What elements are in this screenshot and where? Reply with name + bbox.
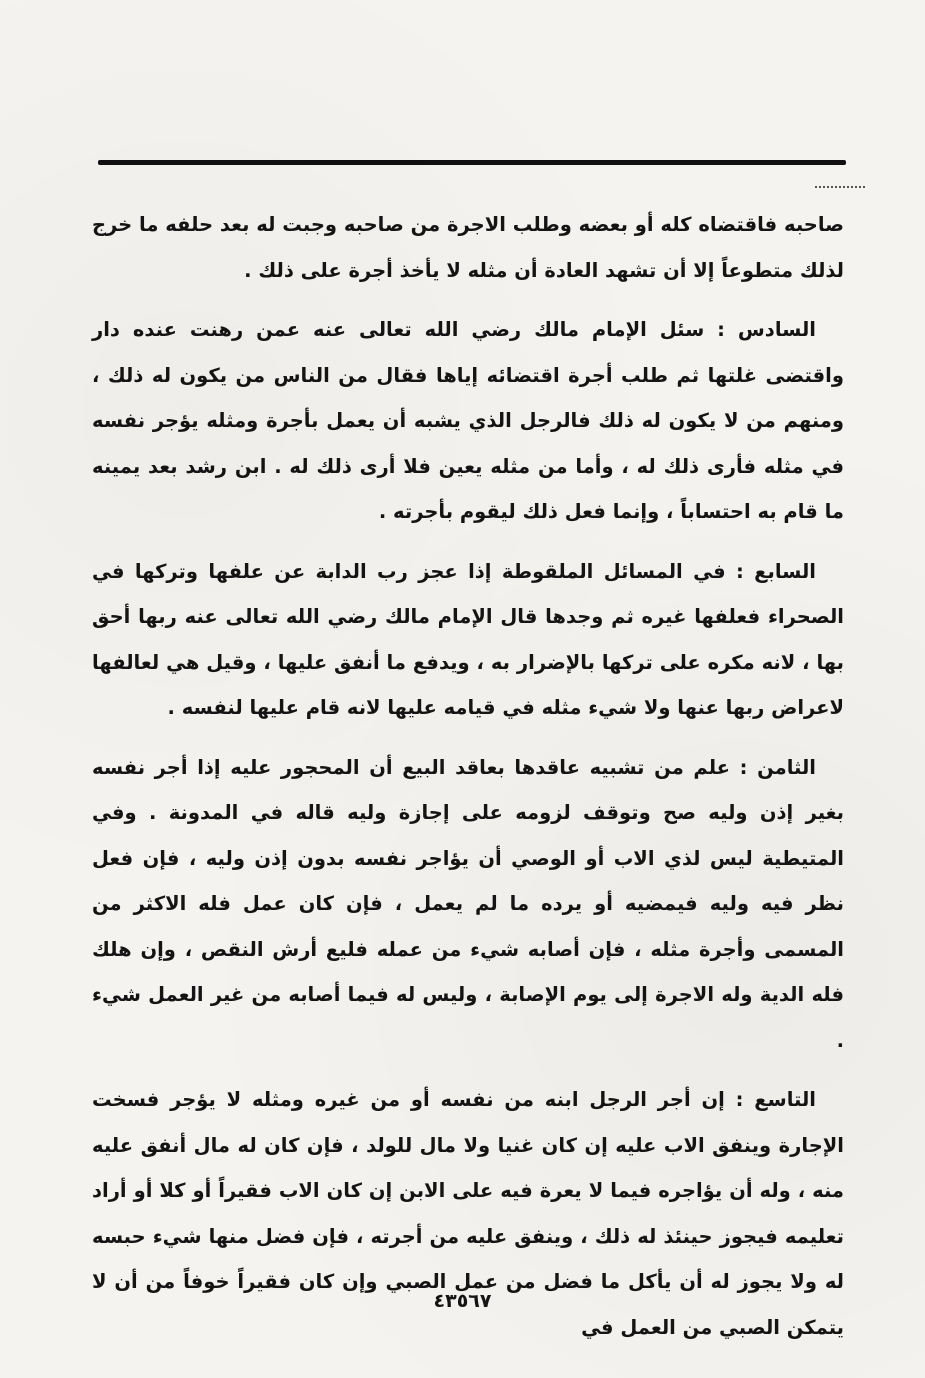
header-rule-tail — [815, 186, 865, 190]
paragraph-seventh: السابع : في المسائل الملقوطة إذا عجز رب الدابة عن علفها وتركها في الصحراء فعلفها غيره ثم وجدها قال الإمام مالك رضي الله تعالى عنه ربها أحق بها ، لانه مكره على تركها بالإضرار به ، ويدفع ما أنفق عليها ، وقيل هي لعالفها لاعراض ربها عنها ولا شيء مثله في قيامه عليها لانه قام عليها لنفسه . — [92, 559, 844, 719]
paragraph-eighth: الثامن : علم من تشبيه عاقدها بعاقد البيع أن المحجور عليه إذا أجر نفسه بغير إذن وليه صح وتوقف لزومه على إجازة وليه قاله في المدونة . وفي المتيطية ليس لذي الاب أو الوصي أن يؤاجر نفسه بدون إذن وليه ، فإن فعل نظر فيه وليه فيمضيه أو يرده ما لم يعمل ، فإن كان عمل فله الاكثر من المسمى وأجرة مثله ، فإن أصابه شيء من عمله فليع أرش النقص ، وإن هلك فله الدية وله الاجرة إلى يوم الإصابة ، وليس له فيما أصابه من غير العمل شيء . — [92, 755, 844, 1052]
paragraph-ninth: التاسع : إن أجر الرجل ابنه من نفسه أو من غيره ومثله لا يؤجر فسخت الإجارة وينفق الاب عليه إن كان غنيا ولا مال للولد ، فإن كان له مال أنفق عليه منه ، وله أن يؤاجره فيما لا يعرة فيه على الابن إن كان الاب فقيراً أو كلا أو أراد تعليمه فيجوز حينئذ له ذلك ، وينفق عليه من أجرته ، فإن فضل منها شيء حبسه له ولا يجوز له أن يأكل ما فضل من عمل الصبي وإن كان فقيراً خوفاً من أن لا يتمكن الصبي من العمل في — [92, 1088, 844, 1339]
paragraph-sixth: السادس : سئل الإمام مالك رضي الله تعالى عنه عمن رهنت عنده دار واقتضى غلتها ثم طلب أجرة اقتضائه إياها فقال من الناس من يكون له ذلك ، ومنهم من لا يكون له ذلك فالرجل الذي يشبه أن يعمل بأجرة ومثله يؤجر نفسه في مثله فأرى ذلك له ، وأما من مثله يعين فلا أرى ذلك له . ابن رشد بعد يمينه ما قام به احتساباً ، وإنما فعل ذلك ليقوم بأجرته . — [92, 318, 844, 523]
document-body — [92, 202, 844, 1364]
header-rule — [98, 160, 846, 165]
paragraph-continuation: صاحبه فاقتضاه كله أو بعضه وطلب الاجرة من صاحبه وجبت له بعد حلفه ما خرج لذلك متطوعاً إلا أن تشهد العادة أن مثله لا يأخذ أجرة على ذلك . — [92, 213, 844, 282]
page-number: ٤٣٥٦٧ — [433, 1290, 492, 1312]
